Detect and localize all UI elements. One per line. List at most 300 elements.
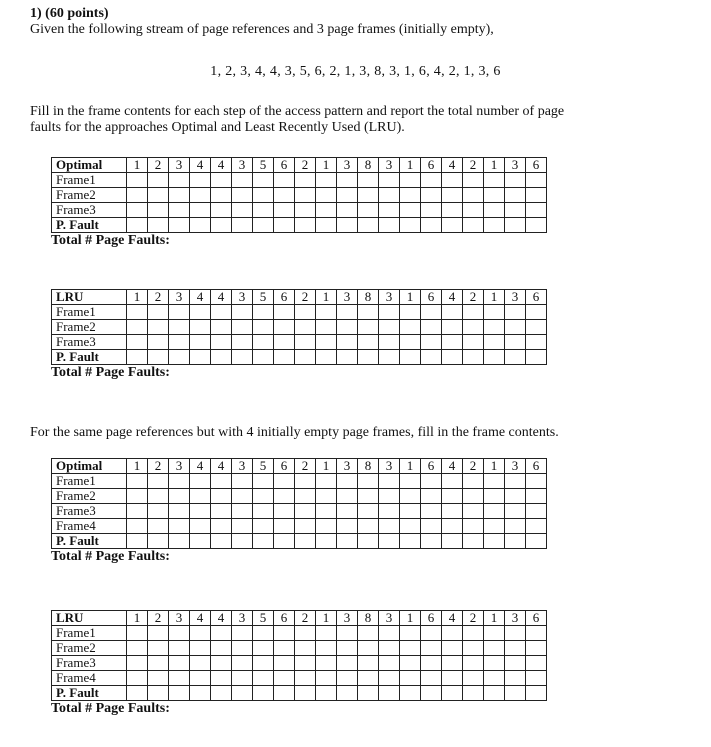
answer-cell[interactable]: [463, 641, 484, 656]
answer-cell[interactable]: [148, 474, 169, 489]
answer-cell[interactable]: [274, 173, 295, 188]
answer-cell[interactable]: [253, 474, 274, 489]
answer-cell[interactable]: [442, 519, 463, 534]
answer-cell[interactable]: [253, 335, 274, 350]
answer-cell[interactable]: [148, 519, 169, 534]
answer-cell[interactable]: [295, 671, 316, 686]
answer-cell[interactable]: [253, 626, 274, 641]
answer-cell[interactable]: [274, 504, 295, 519]
answer-cell[interactable]: [400, 671, 421, 686]
answer-cell[interactable]: [127, 671, 148, 686]
answer-cell[interactable]: [463, 203, 484, 218]
answer-cell[interactable]: [463, 218, 484, 233]
answer-cell[interactable]: [463, 656, 484, 671]
answer-cell[interactable]: [148, 686, 169, 701]
answer-cell[interactable]: [295, 504, 316, 519]
answer-cell[interactable]: [505, 218, 526, 233]
answer-cell[interactable]: [442, 305, 463, 320]
answer-cell[interactable]: [232, 218, 253, 233]
answer-cell[interactable]: [316, 203, 337, 218]
answer-cell[interactable]: [442, 218, 463, 233]
answer-cell[interactable]: [211, 350, 232, 365]
answer-cell[interactable]: [190, 474, 211, 489]
answer-cell[interactable]: [127, 188, 148, 203]
answer-cell[interactable]: [337, 335, 358, 350]
answer-cell[interactable]: [526, 188, 547, 203]
answer-cell[interactable]: [232, 656, 253, 671]
answer-cell[interactable]: [463, 188, 484, 203]
answer-cell[interactable]: [358, 350, 379, 365]
answer-cell[interactable]: [421, 350, 442, 365]
answer-cell[interactable]: [148, 335, 169, 350]
answer-cell[interactable]: [169, 203, 190, 218]
answer-cell[interactable]: [463, 504, 484, 519]
answer-cell[interactable]: [295, 218, 316, 233]
answer-cell[interactable]: [463, 305, 484, 320]
answer-cell[interactable]: [463, 534, 484, 549]
answer-cell[interactable]: [484, 173, 505, 188]
answer-cell[interactable]: [127, 656, 148, 671]
answer-cell[interactable]: [127, 504, 148, 519]
answer-cell[interactable]: [253, 489, 274, 504]
answer-cell[interactable]: [526, 489, 547, 504]
answer-cell[interactable]: [400, 686, 421, 701]
answer-cell[interactable]: [358, 474, 379, 489]
answer-cell[interactable]: [463, 173, 484, 188]
answer-cell[interactable]: [400, 474, 421, 489]
answer-cell[interactable]: [127, 474, 148, 489]
answer-cell[interactable]: [421, 489, 442, 504]
answer-cell[interactable]: [379, 626, 400, 641]
answer-cell[interactable]: [337, 504, 358, 519]
answer-cell[interactable]: [505, 686, 526, 701]
answer-cell[interactable]: [169, 641, 190, 656]
answer-cell[interactable]: [232, 188, 253, 203]
answer-cell[interactable]: [127, 519, 148, 534]
answer-cell[interactable]: [505, 335, 526, 350]
answer-cell[interactable]: [526, 686, 547, 701]
answer-cell[interactable]: [379, 173, 400, 188]
answer-cell[interactable]: [295, 305, 316, 320]
answer-cell[interactable]: [148, 203, 169, 218]
answer-cell[interactable]: [127, 173, 148, 188]
answer-cell[interactable]: [316, 188, 337, 203]
answer-cell[interactable]: [400, 173, 421, 188]
answer-cell[interactable]: [232, 350, 253, 365]
answer-cell[interactable]: [316, 671, 337, 686]
answer-cell[interactable]: [484, 474, 505, 489]
answer-cell[interactable]: [316, 626, 337, 641]
answer-cell[interactable]: [379, 474, 400, 489]
answer-cell[interactable]: [211, 218, 232, 233]
answer-cell[interactable]: [127, 489, 148, 504]
answer-cell[interactable]: [169, 350, 190, 365]
answer-cell[interactable]: [505, 173, 526, 188]
answer-cell[interactable]: [190, 203, 211, 218]
answer-cell[interactable]: [337, 489, 358, 504]
answer-cell[interactable]: [442, 504, 463, 519]
answer-cell[interactable]: [358, 686, 379, 701]
answer-cell[interactable]: [274, 656, 295, 671]
answer-cell[interactable]: [442, 335, 463, 350]
answer-cell[interactable]: [316, 534, 337, 549]
answer-cell[interactable]: [169, 218, 190, 233]
answer-cell[interactable]: [274, 320, 295, 335]
answer-cell[interactable]: [190, 686, 211, 701]
answer-cell[interactable]: [505, 626, 526, 641]
answer-cell[interactable]: [190, 519, 211, 534]
answer-cell[interactable]: [526, 218, 547, 233]
answer-cell[interactable]: [358, 519, 379, 534]
answer-cell[interactable]: [211, 474, 232, 489]
answer-cell[interactable]: [169, 519, 190, 534]
answer-cell[interactable]: [358, 188, 379, 203]
answer-cell[interactable]: [337, 218, 358, 233]
answer-cell[interactable]: [190, 350, 211, 365]
answer-cell[interactable]: [211, 188, 232, 203]
answer-cell[interactable]: [400, 218, 421, 233]
answer-cell[interactable]: [274, 534, 295, 549]
answer-cell[interactable]: [232, 504, 253, 519]
answer-cell[interactable]: [169, 686, 190, 701]
answer-cell[interactable]: [232, 203, 253, 218]
answer-cell[interactable]: [211, 320, 232, 335]
answer-cell[interactable]: [379, 350, 400, 365]
answer-cell[interactable]: [148, 641, 169, 656]
answer-cell[interactable]: [421, 641, 442, 656]
answer-cell[interactable]: [316, 173, 337, 188]
answer-cell[interactable]: [190, 335, 211, 350]
answer-cell[interactable]: [211, 489, 232, 504]
answer-cell[interactable]: [148, 218, 169, 233]
answer-cell[interactable]: [232, 626, 253, 641]
answer-cell[interactable]: [190, 626, 211, 641]
answer-cell[interactable]: [127, 686, 148, 701]
answer-cell[interactable]: [169, 335, 190, 350]
answer-cell[interactable]: [169, 173, 190, 188]
answer-cell[interactable]: [400, 504, 421, 519]
answer-cell[interactable]: [190, 188, 211, 203]
answer-cell[interactable]: [421, 474, 442, 489]
answer-cell[interactable]: [442, 350, 463, 365]
answer-cell[interactable]: [190, 641, 211, 656]
answer-cell[interactable]: [400, 534, 421, 549]
answer-cell[interactable]: [463, 350, 484, 365]
answer-cell[interactable]: [337, 656, 358, 671]
answer-cell[interactable]: [295, 474, 316, 489]
answer-cell[interactable]: [190, 173, 211, 188]
answer-cell[interactable]: [295, 489, 316, 504]
answer-cell[interactable]: [169, 188, 190, 203]
answer-cell[interactable]: [421, 686, 442, 701]
answer-cell[interactable]: [127, 641, 148, 656]
answer-cell[interactable]: [337, 686, 358, 701]
answer-cell[interactable]: [169, 305, 190, 320]
answer-cell[interactable]: [211, 686, 232, 701]
answer-cell[interactable]: [274, 335, 295, 350]
answer-cell[interactable]: [169, 626, 190, 641]
answer-cell[interactable]: [295, 350, 316, 365]
answer-cell[interactable]: [505, 519, 526, 534]
answer-cell[interactable]: [505, 305, 526, 320]
answer-cell[interactable]: [148, 489, 169, 504]
answer-cell[interactable]: [505, 641, 526, 656]
answer-cell[interactable]: [400, 656, 421, 671]
answer-cell[interactable]: [190, 489, 211, 504]
answer-cell[interactable]: [127, 626, 148, 641]
answer-cell[interactable]: [169, 489, 190, 504]
answer-cell[interactable]: [421, 335, 442, 350]
answer-cell[interactable]: [484, 519, 505, 534]
answer-cell[interactable]: [505, 188, 526, 203]
answer-cell[interactable]: [169, 474, 190, 489]
answer-cell[interactable]: [253, 686, 274, 701]
answer-cell[interactable]: [505, 474, 526, 489]
answer-cell[interactable]: [379, 489, 400, 504]
answer-cell[interactable]: [337, 519, 358, 534]
answer-cell[interactable]: [526, 519, 547, 534]
answer-cell[interactable]: [148, 350, 169, 365]
answer-cell[interactable]: [379, 203, 400, 218]
answer-cell[interactable]: [232, 320, 253, 335]
answer-cell[interactable]: [484, 656, 505, 671]
answer-cell[interactable]: [358, 641, 379, 656]
answer-cell[interactable]: [463, 474, 484, 489]
answer-cell[interactable]: [379, 504, 400, 519]
answer-cell[interactable]: [484, 671, 505, 686]
answer-cell[interactable]: [421, 173, 442, 188]
answer-cell[interactable]: [190, 671, 211, 686]
answer-cell[interactable]: [379, 671, 400, 686]
answer-cell[interactable]: [316, 656, 337, 671]
answer-cell[interactable]: [274, 188, 295, 203]
answer-cell[interactable]: [400, 626, 421, 641]
answer-cell[interactable]: [337, 474, 358, 489]
answer-cell[interactable]: [400, 188, 421, 203]
answer-cell[interactable]: [463, 320, 484, 335]
answer-cell[interactable]: [211, 173, 232, 188]
answer-cell[interactable]: [484, 686, 505, 701]
answer-cell[interactable]: [484, 350, 505, 365]
answer-cell[interactable]: [358, 671, 379, 686]
answer-cell[interactable]: [316, 474, 337, 489]
answer-cell[interactable]: [358, 534, 379, 549]
answer-cell[interactable]: [442, 686, 463, 701]
answer-cell[interactable]: [442, 656, 463, 671]
answer-cell[interactable]: [295, 656, 316, 671]
answer-cell[interactable]: [127, 305, 148, 320]
answer-cell[interactable]: [379, 335, 400, 350]
answer-cell[interactable]: [274, 641, 295, 656]
answer-cell[interactable]: [358, 173, 379, 188]
answer-cell[interactable]: [421, 320, 442, 335]
answer-cell[interactable]: [358, 320, 379, 335]
answer-cell[interactable]: [505, 350, 526, 365]
answer-cell[interactable]: [442, 534, 463, 549]
answer-cell[interactable]: [526, 203, 547, 218]
answer-cell[interactable]: [337, 641, 358, 656]
answer-cell[interactable]: [211, 305, 232, 320]
answer-cell[interactable]: [379, 305, 400, 320]
answer-cell[interactable]: [400, 305, 421, 320]
answer-cell[interactable]: [442, 188, 463, 203]
answer-cell[interactable]: [379, 188, 400, 203]
answer-cell[interactable]: [211, 519, 232, 534]
answer-cell[interactable]: [421, 656, 442, 671]
answer-cell[interactable]: [211, 534, 232, 549]
answer-cell[interactable]: [127, 350, 148, 365]
answer-cell[interactable]: [316, 504, 337, 519]
answer-cell[interactable]: [421, 534, 442, 549]
answer-cell[interactable]: [484, 504, 505, 519]
answer-cell[interactable]: [253, 305, 274, 320]
answer-cell[interactable]: [169, 671, 190, 686]
answer-cell[interactable]: [295, 173, 316, 188]
answer-cell[interactable]: [148, 504, 169, 519]
answer-cell[interactable]: [379, 534, 400, 549]
answer-cell[interactable]: [358, 203, 379, 218]
answer-cell[interactable]: [127, 203, 148, 218]
answer-cell[interactable]: [442, 626, 463, 641]
answer-cell[interactable]: [211, 626, 232, 641]
answer-cell[interactable]: [526, 173, 547, 188]
answer-cell[interactable]: [253, 350, 274, 365]
answer-cell[interactable]: [358, 305, 379, 320]
answer-cell[interactable]: [484, 203, 505, 218]
answer-cell[interactable]: [253, 218, 274, 233]
answer-cell[interactable]: [169, 534, 190, 549]
answer-cell[interactable]: [379, 686, 400, 701]
answer-cell[interactable]: [421, 519, 442, 534]
answer-cell[interactable]: [253, 504, 274, 519]
answer-cell[interactable]: [148, 173, 169, 188]
answer-cell[interactable]: [253, 534, 274, 549]
answer-cell[interactable]: [127, 534, 148, 549]
answer-cell[interactable]: [253, 173, 274, 188]
answer-cell[interactable]: [484, 305, 505, 320]
answer-cell[interactable]: [400, 335, 421, 350]
answer-cell[interactable]: [295, 626, 316, 641]
answer-cell[interactable]: [190, 218, 211, 233]
answer-cell[interactable]: [400, 519, 421, 534]
answer-cell[interactable]: [337, 671, 358, 686]
answer-cell[interactable]: [211, 203, 232, 218]
answer-cell[interactable]: [211, 656, 232, 671]
answer-cell[interactable]: [463, 335, 484, 350]
answer-cell[interactable]: [316, 320, 337, 335]
answer-cell[interactable]: [232, 173, 253, 188]
answer-cell[interactable]: [337, 626, 358, 641]
answer-cell[interactable]: [316, 641, 337, 656]
answer-cell[interactable]: [295, 203, 316, 218]
answer-cell[interactable]: [295, 335, 316, 350]
answer-cell[interactable]: [253, 320, 274, 335]
answer-cell[interactable]: [526, 320, 547, 335]
answer-cell[interactable]: [400, 203, 421, 218]
answer-cell[interactable]: [442, 320, 463, 335]
answer-cell[interactable]: [127, 320, 148, 335]
answer-cell[interactable]: [253, 519, 274, 534]
answer-cell[interactable]: [274, 218, 295, 233]
answer-cell[interactable]: [358, 335, 379, 350]
answer-cell[interactable]: [526, 626, 547, 641]
answer-cell[interactable]: [337, 173, 358, 188]
answer-cell[interactable]: [463, 626, 484, 641]
answer-cell[interactable]: [526, 474, 547, 489]
answer-cell[interactable]: [505, 320, 526, 335]
answer-cell[interactable]: [232, 641, 253, 656]
answer-cell[interactable]: [442, 489, 463, 504]
answer-cell[interactable]: [379, 218, 400, 233]
answer-cell[interactable]: [526, 335, 547, 350]
answer-cell[interactable]: [400, 350, 421, 365]
answer-cell[interactable]: [421, 188, 442, 203]
answer-cell[interactable]: [442, 203, 463, 218]
answer-cell[interactable]: [274, 489, 295, 504]
answer-cell[interactable]: [463, 671, 484, 686]
answer-cell[interactable]: [400, 641, 421, 656]
answer-cell[interactable]: [232, 489, 253, 504]
answer-cell[interactable]: [295, 320, 316, 335]
answer-cell[interactable]: [484, 188, 505, 203]
answer-cell[interactable]: [169, 504, 190, 519]
answer-cell[interactable]: [421, 671, 442, 686]
answer-cell[interactable]: [442, 641, 463, 656]
answer-cell[interactable]: [211, 335, 232, 350]
answer-cell[interactable]: [169, 656, 190, 671]
answer-cell[interactable]: [421, 305, 442, 320]
answer-cell[interactable]: [526, 305, 547, 320]
answer-cell[interactable]: [484, 320, 505, 335]
answer-cell[interactable]: [232, 474, 253, 489]
answer-cell[interactable]: [190, 504, 211, 519]
answer-cell[interactable]: [316, 350, 337, 365]
answer-cell[interactable]: [274, 626, 295, 641]
answer-cell[interactable]: [232, 671, 253, 686]
answer-cell[interactable]: [253, 656, 274, 671]
answer-cell[interactable]: [148, 320, 169, 335]
answer-cell[interactable]: [526, 504, 547, 519]
answer-cell[interactable]: [190, 320, 211, 335]
answer-cell[interactable]: [316, 305, 337, 320]
answer-cell[interactable]: [190, 534, 211, 549]
answer-cell[interactable]: [274, 519, 295, 534]
answer-cell[interactable]: [442, 474, 463, 489]
answer-cell[interactable]: [421, 218, 442, 233]
answer-cell[interactable]: [358, 489, 379, 504]
answer-cell[interactable]: [505, 504, 526, 519]
answer-cell[interactable]: [526, 350, 547, 365]
answer-cell[interactable]: [253, 203, 274, 218]
answer-cell[interactable]: [148, 656, 169, 671]
answer-cell[interactable]: [505, 203, 526, 218]
answer-cell[interactable]: [148, 626, 169, 641]
answer-cell[interactable]: [295, 686, 316, 701]
answer-cell[interactable]: [526, 534, 547, 549]
answer-cell[interactable]: [253, 671, 274, 686]
answer-cell[interactable]: [127, 335, 148, 350]
answer-cell[interactable]: [232, 335, 253, 350]
answer-cell[interactable]: [211, 671, 232, 686]
answer-cell[interactable]: [463, 519, 484, 534]
answer-cell[interactable]: [337, 320, 358, 335]
answer-cell[interactable]: [337, 350, 358, 365]
answer-cell[interactable]: [484, 626, 505, 641]
answer-cell[interactable]: [379, 320, 400, 335]
answer-cell[interactable]: [379, 641, 400, 656]
answer-cell[interactable]: [232, 534, 253, 549]
answer-cell[interactable]: [148, 671, 169, 686]
